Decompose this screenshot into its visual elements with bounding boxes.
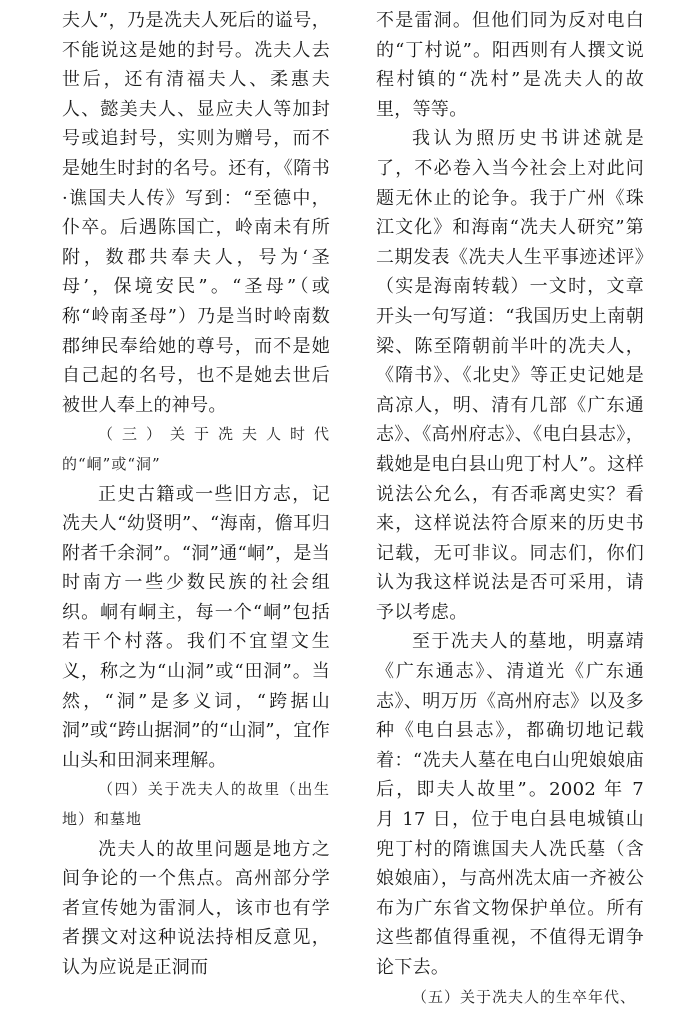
section-heading-dong: （三）关于冼夫人时代的“峒”或“洞”	[62, 425, 330, 473]
paragraph-hometown-debate: 冼夫人的故里问题是地方之间争论的一个焦点。高州部分学者宣传她为雷洞人，该市也有学者撰文对这种说法持相反意见，认为应说是正洞而	[62, 838, 330, 978]
section-heading-hometown: （四）关于冼夫人的故里（出生地）和墓地	[62, 780, 330, 829]
paragraph-hometown-continued: 不是雷洞。但他们同为反对电白的“丁村说”。阳西则有人撰文说程村镇的“冼村”是冼夫人的故里，等等。	[376, 10, 644, 120]
paragraph-posthumous-titles: 夫人”，乃是冼夫人死后的谥号，不能说这是她的封号。冼夫人去世后，还有清福夫人、柔惠夫人、懿美夫人、显应夫人等加封号或追封号，实则为赠号，而不是她生时封的名号。还有，《隋书·谯国夫人传》写到：“至德中，仆卒。后遇陈国亡，岭南未有所附，数郡共奉夫人，号为‘圣母’，保境安民”。“圣母”（或称“岭南圣母”）乃是当时岭南数郡绅民奉给她的尊号，而不是她自己起的名号，也不是她去世后被世人奉上的神号。	[62, 10, 330, 416]
right-column	[376, 6, 644, 1012]
paragraph-dong-meaning: 正史古籍或一些旧方志，记冼夫人“幼贤明”、“海南，儋耳归附者千余洞”。“洞”通“峒”，是当时南方一些少数民族的社会组织。峒有峒主，每一个“峒”包括若干个村落。我们不宜望文生义，称之为“山洞”或“田洞”。当然，“洞”是多义词，“跨据山洞”或“跨山据洞”的“山洞”，宜作山头和田洞来理解。	[62, 483, 330, 771]
paragraph-tomb: 至于冼夫人的墓地，明嘉靖《广东通志》、清道光《广东通志》、明万历《高州府志》以及多种《电白县志》，都确切地记载着：“冼夫人墓在电白山兜娘娘庙后，即夫人故里”。2002 年 7 月 17 日，位于电白县电城镇山兜丁村的隋谯国夫人冼氏墓（含娘娘庙），与高州冼太庙一齐被公布为广东省文物保护单位。所有这些都值得重视，不值得无谓争论下去。	[376, 631, 644, 978]
left-column	[62, 6, 330, 983]
section-heading-lifespan: （五）关于冼夫人的生卒年代、	[412, 987, 637, 1006]
paragraph-author-view: 我认为照历史书讲述就是了，不必卷入当今社会上对此问题无休止的论争。我于广州《珠江文化》和海南“冼夫人研究”第二期发表《冼夫人生平事迹述评》（实是海南转载）一文时，文章开头一句写道：“我国历史上南朝梁、陈至隋朝前半叶的冼夫人，《隋书》、《北史》等正史记她是高凉人，明、清有几部《广东通志》、《高州府志》、《电白县志》，载她是电白县山兜丁村人”。这样说法公允么，有否乖离史实？看来，这样说法符合原来的历史书记载，无可非议。同志们，你们 认为我这样说法是否可采用，请予以考虑。	[376, 128, 644, 623]
